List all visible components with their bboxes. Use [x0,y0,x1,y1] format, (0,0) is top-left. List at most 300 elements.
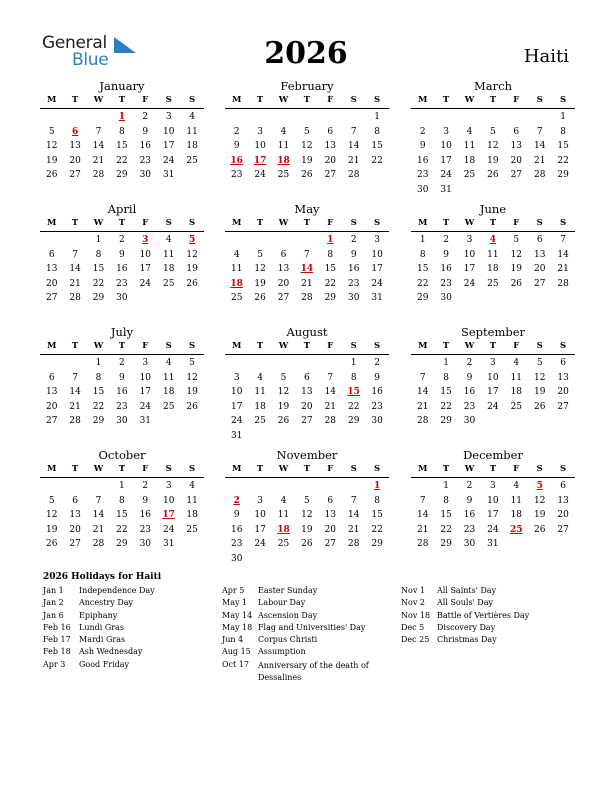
weekday-label: T [442,341,450,351]
date-cell: 10 [254,510,266,521]
date-cell: 17 [463,264,476,275]
date-cell: 30 [139,539,152,550]
date-cell: 24 [162,155,175,166]
holiday-name: Anniversary of the death of Dessalines [258,660,369,683]
weekday-label: T [303,464,311,474]
date-cell: 29 [92,416,105,427]
holiday-date: Dec 5 [401,622,425,632]
date-cell: 28 [92,539,105,550]
date-cell: 14 [416,387,429,398]
date-cell: 30 [347,293,360,304]
weekday-label: W [93,341,104,351]
weekday-label: W [464,341,475,351]
date-cell: 23 [139,524,152,535]
weekday-label: S [560,464,567,474]
weekday-label: W [278,341,289,351]
date-cell: 24 [487,524,499,535]
weekday-label: S [374,95,381,105]
date-cell: 19 [277,401,290,412]
date-cell: 15 [324,264,337,275]
date-cell: 22 [324,278,337,289]
weekday-label: T [303,341,311,351]
month-november [225,447,389,567]
holiday-date-cell: 16 [230,155,243,166]
date-cell: 31 [440,185,452,195]
date-cell: 26 [510,278,523,289]
weekday-label: S [536,95,543,105]
date-cell: 8 [350,372,357,383]
holiday-name: Lundi Gras [79,622,124,632]
holiday-date: Oct 17 [222,659,249,669]
date-cell: 14 [92,141,105,152]
weekday-label: W [464,95,475,105]
date-cell: 4 [233,249,240,260]
weekday-label: W [464,464,475,474]
date-cell: 30 [416,185,429,195]
date-cell: 8 [443,495,449,506]
month-name: February [280,79,334,93]
date-cell: 25 [510,401,523,412]
date-cell: 22 [440,401,452,412]
date-cell: 11 [277,141,290,152]
month-december [411,447,575,567]
date-cell: 7 [72,372,78,383]
date-cell: 11 [186,495,198,506]
weekday-label: T [118,464,126,474]
month-name: October [98,448,146,462]
date-cell: 21 [347,155,360,166]
date-cell: 23 [139,155,152,166]
date-cell: 12 [277,387,290,398]
holiday-name: Easter Sunday [258,586,318,595]
date-cell: 16 [463,510,476,521]
date-cell: 2 [443,235,449,245]
date-cell: 3 [257,126,263,137]
date-cell: 17 [230,401,243,412]
month-august [225,324,389,444]
date-cell: 7 [72,249,78,260]
date-cell: 20 [557,510,569,521]
date-cell: 15 [416,264,429,275]
date-cell: 4 [165,235,172,245]
date-cell: 4 [257,372,263,383]
date-cell: 19 [186,264,198,275]
date-cell: 19 [45,155,58,166]
date-cell: 12 [487,141,499,152]
date-cell: 17 [440,155,452,166]
weekday-label: M [417,218,428,228]
date-cell: 14 [69,387,81,398]
date-cell: 21 [416,401,429,412]
date-cell: 29 [416,293,429,304]
holiday-date: Apr 3 [43,659,66,669]
date-cell: 18 [162,264,175,275]
month-february [225,78,389,198]
weekday-label: W [278,95,289,105]
date-cell: 12 [510,249,523,260]
date-cell: 3 [257,495,263,506]
weekday-label: T [118,218,126,228]
weekday-label: M [231,464,242,474]
date-cell: 24 [440,170,452,181]
date-cell: 25 [277,539,290,550]
date-cell: 30 [440,293,452,304]
date-cell: 7 [560,235,566,245]
month-name: July [110,325,134,339]
date-cell: 16 [440,264,452,275]
date-cell: 14 [347,510,360,521]
holiday-date-cell: 1 [373,481,381,491]
holiday-name: Independence Day [79,586,155,595]
weekday-label: F [327,464,334,474]
weekday-label: T [256,464,264,474]
date-cell: 13 [557,372,569,383]
date-cell: 21 [69,401,81,412]
date-cell: 4 [189,112,195,122]
holiday-date-cell: 2 [233,495,240,506]
weekday-label: T [256,218,264,228]
date-cell: 10 [230,387,243,398]
date-cell: 25 [277,170,290,181]
date-cell: 19 [45,524,58,535]
holiday-date: May 1 [222,598,248,608]
date-cell: 26 [487,170,499,181]
date-cell: 10 [254,141,266,152]
date-cell: 6 [48,249,55,260]
weekday-label: F [513,341,520,351]
date-cell: 5 [304,495,310,506]
date-cell: 26 [533,524,546,535]
holiday-date-cell: 4 [489,235,497,245]
date-cell: 23 [116,278,128,289]
weekday-label: T [303,95,311,105]
date-cell: 8 [374,495,380,506]
date-cell: 17 [139,387,152,398]
month-name: November [276,448,338,462]
date-cell: 27 [69,170,81,181]
date-cell: 21 [301,278,313,289]
date-cell: 19 [533,387,546,398]
date-cell: 19 [487,155,499,166]
weekday-label: T [71,341,79,351]
date-cell: 14 [533,141,546,152]
date-cell: 5 [257,249,263,260]
date-cell: 28 [69,293,81,304]
month-name: December [463,448,523,462]
date-cell: 15 [371,141,383,152]
holiday-date-cell: 3 [142,235,149,245]
date-cell: 22 [116,155,128,166]
date-cell: 15 [440,387,452,398]
date-cell: 28 [416,416,429,427]
holiday-list-title: 2026 Holidays for Haiti [43,572,162,582]
date-cell: 18 [186,141,198,152]
date-cell: 17 [162,141,175,152]
weekday-label: S [374,218,381,228]
holiday-date: May 14 [222,610,253,620]
weekday-label: W [278,464,289,474]
holiday-date: Nov 1 [401,586,425,595]
date-cell: 19 [301,524,313,535]
weekday-label: M [417,341,428,351]
date-cell: 10 [162,126,175,137]
date-cell: 1 [419,235,426,245]
date-cell: 28 [69,416,81,427]
date-cell: 31 [162,539,175,550]
date-cell: 19 [510,264,523,275]
weekday-label: T [442,218,450,228]
date-cell: 12 [186,249,198,260]
holiday-name: Discovery Day [437,622,496,632]
month-name: January [99,79,145,93]
date-cell: 28 [347,539,360,550]
date-cell: 31 [139,416,152,427]
weekday-label: S [165,464,172,474]
month-september [411,324,575,444]
date-cell: 16 [139,141,152,152]
date-cell: 31 [230,431,243,441]
holiday-name: Flag and Universities' Day [258,622,366,632]
date-cell: 4 [513,481,520,491]
weekday-label: W [93,464,104,474]
date-cell: 9 [142,495,149,506]
weekday-label: W [93,95,104,105]
date-cell: 20 [45,401,58,412]
date-cell: 3 [490,481,496,491]
date-cell: 18 [510,387,523,398]
date-cell: 12 [533,372,546,383]
weekday-label: S [165,218,172,228]
date-cell: 27 [45,416,58,427]
logo-blue-text: Blue [72,50,109,70]
date-cell: 13 [301,387,313,398]
date-cell: 4 [280,126,287,137]
date-cell: 23 [371,401,383,412]
date-cell: 24 [139,278,152,289]
date-cell: 29 [557,170,569,181]
header [0,0,612,80]
holiday-name: Assumption [258,647,306,657]
weekday-label: T [442,95,450,105]
date-cell: 2 [466,481,473,491]
date-cell: 3 [165,112,172,122]
weekday-label: S [189,341,196,351]
date-cell: 26 [533,401,546,412]
date-cell: 14 [324,387,337,398]
date-cell: 29 [116,539,128,550]
date-cell: 5 [280,372,287,383]
holiday-date: Feb 18 [43,647,71,657]
country-label: Haiti [523,46,569,67]
date-cell: 9 [119,249,125,260]
date-cell: 28 [347,170,360,181]
month-grid [40,78,575,564]
date-cell: 23 [463,524,476,535]
date-cell: 22 [116,524,128,535]
date-cell: 17 [487,387,499,398]
date-cell: 30 [463,539,476,550]
date-cell: 1 [560,112,566,122]
date-cell: 22 [371,155,383,166]
holiday-date-cell: 14 [300,264,314,275]
weekday-label: F [142,95,149,105]
date-cell: 20 [324,524,337,535]
date-cell: 1 [443,358,449,368]
date-cell: 30 [139,170,152,181]
date-cell: 10 [139,372,152,383]
date-cell: 13 [557,495,569,506]
date-cell: 30 [463,416,476,427]
date-cell: 4 [165,358,172,368]
weekday-label: T [489,95,497,105]
date-cell: 15 [92,387,105,398]
date-cell: 23 [416,170,429,181]
date-cell: 1 [95,235,102,245]
date-cell: 9 [119,372,125,383]
date-cell: 24 [162,524,175,535]
weekday-header [40,218,204,232]
holiday-date-cell: 18 [230,278,243,289]
weekday-label: T [489,464,497,474]
date-cell: 2 [419,126,426,137]
date-cell: 8 [119,126,125,137]
date-cell: 20 [557,387,569,398]
weekday-label: S [350,218,357,228]
date-cell: 9 [233,141,240,152]
date-cell: 13 [510,141,523,152]
date-cell: 14 [416,510,429,521]
weekday-label: M [417,464,428,474]
date-cell: 25 [254,416,266,427]
date-cell: 15 [371,510,383,521]
weekday-label: S [536,464,543,474]
date-cell: 13 [324,141,337,152]
weekday-label: T [442,464,450,474]
weekday-label: M [46,95,57,105]
date-cell: 10 [440,141,452,152]
date-cell: 26 [277,416,290,427]
month-march [411,78,575,198]
date-cell: 9 [233,510,240,521]
weekday-label: F [142,341,149,351]
date-cell: 9 [443,249,449,260]
holiday-name: Epiphany [79,610,118,620]
date-cell: 5 [513,235,520,245]
weekday-label: S [350,95,357,105]
month-january [40,78,204,198]
date-cell: 20 [301,401,313,412]
date-cell: 6 [536,235,543,245]
date-cell: 28 [92,170,105,181]
date-cell: 29 [116,170,128,181]
date-cell: 15 [440,510,452,521]
date-cell: 28 [416,539,429,550]
date-cell: 22 [347,401,360,412]
date-cell: 8 [374,126,380,137]
date-cell: 1 [95,358,102,368]
holiday-date: Jun 4 [222,635,244,645]
date-cell: 1 [374,112,380,122]
weekday-label: M [231,341,242,351]
date-cell: 22 [371,524,383,535]
weekday-label: S [374,341,381,351]
date-cell: 1 [443,481,449,491]
date-cell: 7 [536,126,543,137]
date-cell: 23 [230,170,243,181]
date-cell: 25 [162,401,175,412]
weekday-label: M [231,218,242,228]
date-cell: 14 [69,264,81,275]
date-cell: 10 [139,249,152,260]
date-cell: 22 [440,524,452,535]
date-cell: 3 [466,235,473,245]
weekday-label: S [350,464,357,474]
date-cell: 11 [162,249,175,260]
date-cell: 16 [230,524,243,535]
date-cell: 25 [230,293,243,304]
weekday-label: S [560,341,567,351]
holiday-name: Battle of Vertières Day [437,610,530,620]
date-cell: 13 [324,510,337,521]
holiday-date-cell: 1 [327,235,334,245]
date-cell: 11 [162,372,175,383]
date-cell: 23 [440,278,452,289]
date-cell: 23 [230,539,243,550]
date-cell: 26 [45,170,58,181]
date-cell: 5 [536,358,543,368]
date-cell: 20 [69,155,81,166]
date-cell: 19 [186,387,198,398]
date-cell: 13 [45,387,58,398]
weekday-header [225,218,389,232]
weekday-header [40,95,204,109]
date-cell: 10 [487,495,499,506]
weekday-label: T [71,95,79,105]
date-cell: 3 [443,126,449,137]
weekday-header [40,464,204,478]
date-cell: 11 [510,495,523,506]
date-cell: 18 [254,401,266,412]
date-cell: 7 [350,495,357,506]
date-cell: 31 [371,293,383,304]
date-cell: 12 [186,372,198,383]
date-cell: 27 [69,539,81,550]
date-cell: 2 [466,358,473,368]
weekday-label: W [93,218,104,228]
month-name: May [294,202,320,216]
date-cell: 2 [142,481,149,491]
date-cell: 22 [416,278,429,289]
holiday-date: Feb 17 [43,635,71,645]
holiday-name: Christmas Day [437,635,497,645]
date-cell: 19 [301,155,313,166]
weekday-label: S [165,341,172,351]
weekday-label: T [489,218,497,228]
date-cell: 25 [487,278,499,289]
date-cell: 28 [557,278,569,289]
holiday-date-cell: 18 [277,155,290,166]
date-cell: 18 [186,510,198,521]
date-cell: 27 [533,278,546,289]
date-cell: 14 [347,141,360,152]
date-cell: 30 [371,416,383,427]
date-cell: 30 [230,554,243,564]
date-cell: 2 [119,235,125,245]
date-cell: 25 [463,170,476,181]
date-cell: 12 [533,495,546,506]
date-cell: 7 [419,495,426,506]
date-cell: 15 [116,141,128,152]
